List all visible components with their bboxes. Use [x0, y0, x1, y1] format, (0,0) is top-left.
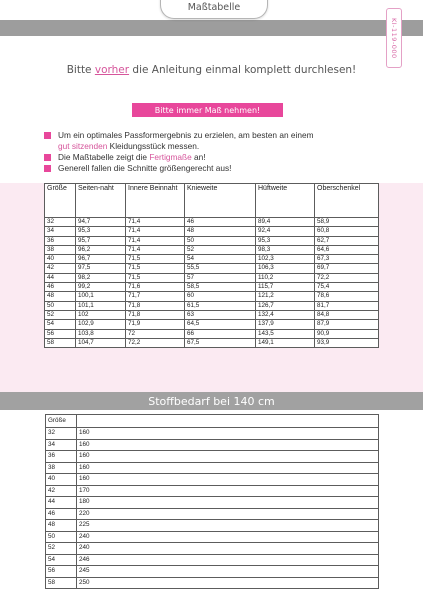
- fabric-amount-cell: 225: [77, 520, 379, 532]
- measurement-cell: 71,6: [126, 283, 185, 292]
- col-header-inseam: Innere Beinnaht: [126, 184, 185, 218]
- bullet-item: [44, 163, 384, 174]
- measurement-cell: 121,2: [256, 292, 315, 301]
- fabric-amount-cell: 220: [77, 508, 379, 520]
- measurement-cell: 94,7: [76, 218, 126, 227]
- measurement-cell: 98,2: [76, 273, 126, 282]
- fabric-row: [46, 508, 379, 520]
- measurement-cell: 71,5: [126, 264, 185, 273]
- measurement-cell: 63: [185, 310, 256, 319]
- fabric-size-cell: 54: [46, 554, 77, 566]
- measurement-cell: 40: [45, 255, 76, 264]
- bullet-text-rest: Kleidungsstück messen.: [107, 141, 200, 151]
- fabric-amount-cell: 180: [77, 497, 379, 509]
- measurement-row: [45, 227, 379, 236]
- measurement-cell: 97,5: [76, 264, 126, 273]
- col-header-hip: Hüftweite: [256, 184, 315, 218]
- fabric-size-cell: 52: [46, 543, 77, 555]
- fabric-row: [46, 520, 379, 532]
- measurement-row: [45, 329, 379, 338]
- measurement-cell: 100,1: [76, 292, 126, 301]
- measurement-cell: 38: [45, 245, 76, 254]
- pattern-code: KI-119-000: [390, 17, 398, 59]
- page-title: Maßtabelle: [187, 1, 241, 13]
- measurement-cell: 72,2: [315, 273, 379, 282]
- measurement-cell: 54: [45, 320, 76, 329]
- measurement-cell: 84,8: [315, 310, 379, 319]
- measurement-cell: 101,1: [76, 301, 126, 310]
- measurement-cell: 87,9: [315, 320, 379, 329]
- measurement-row: [45, 301, 379, 310]
- measurement-cell: 115,7: [256, 283, 315, 292]
- measurement-cell: 99,2: [76, 283, 126, 292]
- bullet-item: [44, 152, 384, 163]
- fabric-amount-cell: 240: [77, 531, 379, 543]
- measurement-cell: 103,8: [76, 329, 126, 338]
- measurement-row: [45, 292, 379, 301]
- measurement-cell: 95,7: [76, 236, 126, 245]
- intro-highlight: vorher: [94, 64, 130, 76]
- measurement-cell: 106,3: [256, 264, 315, 273]
- col-header-size: Größe: [45, 184, 76, 218]
- measurement-cell: 71,7: [126, 292, 185, 301]
- fabric-header-row: [46, 415, 379, 428]
- fabric-row: [46, 554, 379, 566]
- measurement-row: [45, 255, 379, 264]
- measurement-cell: 149,1: [256, 338, 315, 347]
- measurement-header-row: [45, 184, 379, 218]
- measurement-cell: 52: [185, 245, 256, 254]
- measurement-cell: 54: [185, 255, 256, 264]
- fabric-section-header: [0, 392, 423, 410]
- measurement-cell: 50: [45, 301, 76, 310]
- fabric-title: Stoffbedarf bei 140 cm: [148, 394, 275, 408]
- measurement-cell: 50: [185, 236, 256, 245]
- measurement-cell: 60: [185, 292, 256, 301]
- fabric-size-cell: 58: [46, 577, 77, 589]
- intro-text: [0, 64, 423, 76]
- measurement-cell: 48: [45, 292, 76, 301]
- fabric-row: [46, 474, 379, 486]
- fabric-size-cell: 40: [46, 474, 77, 486]
- measurement-cell: 55,5: [185, 264, 256, 273]
- measurement-row: [45, 338, 379, 347]
- measurement-cell: 71,5: [126, 273, 185, 282]
- measurement-cell: 71,4: [126, 245, 185, 254]
- fabric-row: [46, 462, 379, 474]
- measurement-cell: 143,5: [256, 329, 315, 338]
- measurement-cell: 58,5: [185, 283, 256, 292]
- measurement-cell: 42: [45, 264, 76, 273]
- bullet-text: Die Maßtabelle zeigt die: [58, 152, 150, 162]
- header-bar: [0, 20, 423, 36]
- measurement-cell: 102: [76, 310, 126, 319]
- bullet-item: [44, 130, 384, 152]
- fabric-row: [46, 428, 379, 440]
- measurement-cell: 66: [185, 329, 256, 338]
- measurement-cell: 95,3: [76, 227, 126, 236]
- measurement-cell: 96,7: [76, 255, 126, 264]
- measurement-cell: 44: [45, 273, 76, 282]
- fabric-row: [46, 566, 379, 578]
- measurement-cell: 96,2: [76, 245, 126, 254]
- fabric-row: [46, 485, 379, 497]
- measurement-cell: 58: [45, 338, 76, 347]
- fabric-amount-cell: 240: [77, 543, 379, 555]
- measurement-row: [45, 236, 379, 245]
- measurement-row: [45, 320, 379, 329]
- fabric-amount-cell: 250: [77, 577, 379, 589]
- intro-after: die Anleitung einmal komplett durchlesen!: [129, 64, 357, 76]
- measurement-cell: 71,4: [126, 236, 185, 245]
- fabric-table: [45, 414, 379, 589]
- fabric-size-cell: 32: [46, 428, 77, 440]
- measurement-cell: 95,3: [256, 236, 315, 245]
- measurement-cell: 93,9: [315, 338, 379, 347]
- notice-text: Bitte immer Maß nehmen!: [154, 105, 261, 115]
- measurement-cell: 57: [185, 273, 256, 282]
- measurement-cell: 69,7: [315, 264, 379, 273]
- measurement-cell: 67,5: [185, 338, 256, 347]
- measurement-cell: 58,9: [315, 218, 379, 227]
- measurement-cell: 46: [185, 218, 256, 227]
- measurement-cell: 72,2: [126, 338, 185, 347]
- measurement-row: [45, 283, 379, 292]
- measurement-cell: 75,4: [315, 283, 379, 292]
- fabric-row: [46, 543, 379, 555]
- measurement-row: [45, 218, 379, 227]
- fabric-row: [46, 439, 379, 451]
- col-header-knee: Knieweite: [185, 184, 256, 218]
- measurement-cell: 104,7: [76, 338, 126, 347]
- page-title-tab: [160, 0, 268, 19]
- fabric-amount-cell: 170: [77, 485, 379, 497]
- fabric-col-header-size: Größe: [46, 415, 77, 428]
- fabric-row: [46, 531, 379, 543]
- measurement-row: [45, 245, 379, 254]
- measurement-cell: 48: [185, 227, 256, 236]
- fabric-size-cell: 42: [46, 485, 77, 497]
- fabric-row: [46, 497, 379, 509]
- bullet-text: Generell fallen die Schnitte größengerecht aus!: [58, 163, 232, 173]
- measurement-row: [45, 310, 379, 319]
- measurement-cell: 62,7: [315, 236, 379, 245]
- measurement-cell: 92,4: [256, 227, 315, 236]
- notice-banner: [132, 103, 283, 117]
- measurement-table: [44, 183, 379, 348]
- measurement-cell: 52: [45, 310, 76, 319]
- measurement-cell: 90,9: [315, 329, 379, 338]
- fabric-size-cell: 38: [46, 462, 77, 474]
- fabric-size-cell: 48: [46, 520, 77, 532]
- measurement-cell: 81,7: [315, 301, 379, 310]
- measurement-cell: 126,7: [256, 301, 315, 310]
- measurement-cell: 71,8: [126, 310, 185, 319]
- measurement-cell: 102,9: [76, 320, 126, 329]
- measurement-cell: 32: [45, 218, 76, 227]
- measurement-cell: 71,4: [126, 218, 185, 227]
- bullet-square-icon: [44, 165, 51, 172]
- fabric-amount-cell: 160: [77, 439, 379, 451]
- measurement-cell: 36: [45, 236, 76, 245]
- measurement-row: [45, 273, 379, 282]
- fabric-amount-cell: 246: [77, 554, 379, 566]
- measurement-cell: 71,4: [126, 227, 185, 236]
- measurement-cell: 71,8: [126, 301, 185, 310]
- bullet-list: [44, 130, 384, 174]
- bullet-text: Um ein optimales Passformergebnis zu erzielen, am besten an einem: [58, 130, 314, 140]
- measurement-cell: 61,5: [185, 301, 256, 310]
- measurement-cell: 71,5: [126, 255, 185, 264]
- bullet-square-icon: [44, 154, 51, 161]
- fabric-row: [46, 577, 379, 589]
- measurement-cell: 78,6: [315, 292, 379, 301]
- measurement-cell: 64,5: [185, 320, 256, 329]
- measurement-cell: 67,3: [315, 255, 379, 264]
- fabric-size-cell: 36: [46, 451, 77, 463]
- fabric-amount-cell: 160: [77, 462, 379, 474]
- fabric-size-cell: 50: [46, 531, 77, 543]
- measurement-cell: 110,2: [256, 273, 315, 282]
- fabric-amount-cell: 160: [77, 451, 379, 463]
- fabric-amount-cell: 160: [77, 474, 379, 486]
- measurement-cell: 98,3: [256, 245, 315, 254]
- measurement-cell: 89,4: [256, 218, 315, 227]
- measurement-cell: 71,9: [126, 320, 185, 329]
- measurement-cell: 132,4: [256, 310, 315, 319]
- measurement-cell: 60,8: [315, 227, 379, 236]
- col-header-side-seam: Seiten-naht: [76, 184, 126, 218]
- measurement-cell: 56: [45, 329, 76, 338]
- measurement-row: [45, 264, 379, 273]
- measurement-cell: 64,6: [315, 245, 379, 254]
- fabric-col-header-empty: [77, 415, 379, 428]
- bullet-highlight: gut sitzenden: [58, 141, 108, 151]
- fabric-row: [46, 451, 379, 463]
- measurement-cell: 72: [126, 329, 185, 338]
- fabric-amount-cell: 160: [77, 428, 379, 440]
- bullet-text-rest: an!: [191, 152, 206, 162]
- fabric-size-cell: 46: [46, 508, 77, 520]
- fabric-amount-cell: 245: [77, 566, 379, 578]
- measurement-cell: 46: [45, 283, 76, 292]
- bullet-highlight: Fertigmaße: [149, 152, 192, 162]
- col-header-thigh: Oberschenkel: [315, 184, 379, 218]
- measurement-cell: 34: [45, 227, 76, 236]
- bullet-square-icon: [44, 132, 51, 139]
- pattern-code-tag: [386, 8, 402, 68]
- measurement-cell: 137,9: [256, 320, 315, 329]
- fabric-size-cell: 44: [46, 497, 77, 509]
- measurement-cell: 102,3: [256, 255, 315, 264]
- intro-before: Bitte: [66, 64, 95, 76]
- fabric-size-cell: 56: [46, 566, 77, 578]
- fabric-size-cell: 34: [46, 439, 77, 451]
